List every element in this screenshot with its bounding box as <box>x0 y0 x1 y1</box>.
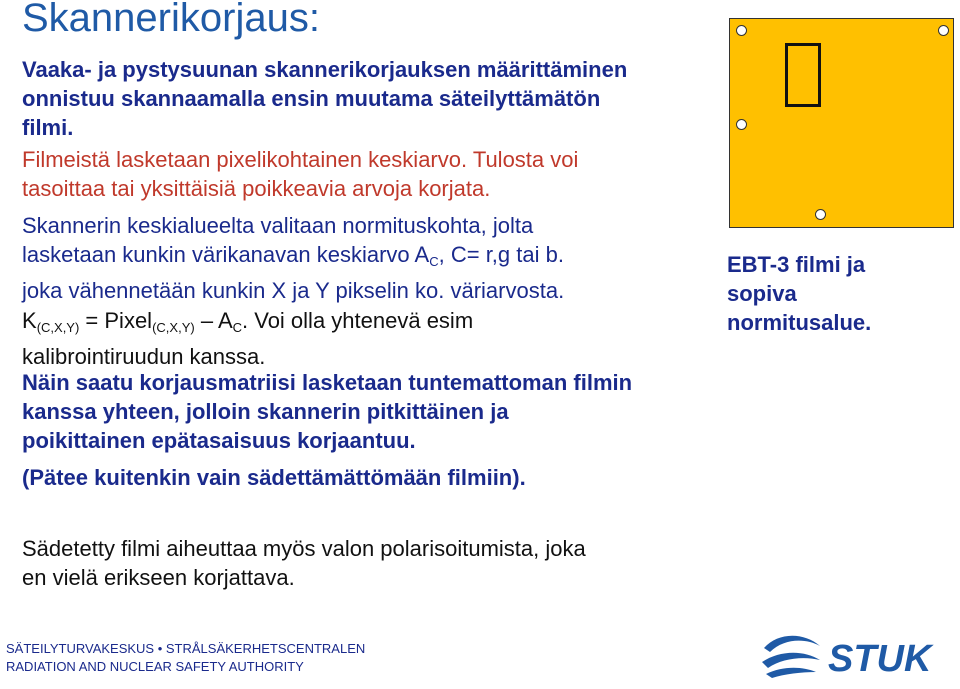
formula-k: K <box>22 308 37 333</box>
intro-line-2: onnistuu skannaamalla ensin muutama säteilyttämätön <box>22 86 601 111</box>
formula-block <box>22 306 473 371</box>
normalization-line-2 <box>22 240 564 276</box>
ebt3-film-illustration <box>729 18 954 228</box>
caption-line-1: EBT-3 filmi ja <box>727 252 866 277</box>
formula-a-sub: C <box>232 320 243 335</box>
logo-arc-bottom <box>766 668 816 678</box>
normalization-text-cont: , C= r,g tai b. <box>438 242 564 267</box>
formula-line-2: kalibrointiruudun kanssa. <box>22 344 266 369</box>
film-caption <box>727 250 871 337</box>
paragraph-note: (Pätee kuitenkin vain sädettämättömään filmiin). <box>22 465 526 490</box>
formula-line <box>22 306 473 342</box>
intro-line-1: Vaaka- ja pystysuunan skannerikorjauksen määrittäminen <box>22 57 628 82</box>
paragraph-polarization <box>22 534 586 592</box>
intro-line-3: filmi. <box>22 115 74 140</box>
polarization-line-1: Sädetetty filmi aiheuttaa myös valon polarisoitumista, joka <box>22 536 586 561</box>
paragraph-normalization <box>22 211 564 305</box>
stuk-logo-graphic <box>758 628 954 680</box>
film-hole-bottom <box>815 209 826 220</box>
normalization-text: lasketaan kunkin värikanavan keskiarvo A <box>22 242 430 267</box>
footer-org-name-en: RADIATION AND NUCLEAR SAFETY AUTHORITY <box>6 659 304 674</box>
stuk-logo <box>758 628 954 685</box>
film-hole-middle-left <box>736 119 747 130</box>
correction-line-1: Näin saatu korjausmatriisi lasketaan tuntemattoman filmin <box>22 370 633 395</box>
average-line-2: tasoittaa tai yksittäisiä poikkeavia arvoja korjata. <box>22 176 491 201</box>
paragraph-intro <box>22 55 627 142</box>
formula-pixel-sub: (C,X,Y) <box>152 320 195 335</box>
correction-line-3: poikittainen epätasaisuus korjaantuu. <box>22 428 416 453</box>
caption-line-3: normitusalue. <box>727 310 872 335</box>
average-line-1: Filmeistä lasketaan pixelikohtainen keskiarvo. Tulosta voi <box>22 147 579 172</box>
correction-line-2: kanssa yhteen, jolloin skannerin pitkittäinen ja <box>22 399 509 424</box>
formula-rest: . Voi olla yhtenevä esim <box>242 308 474 333</box>
formula-pixel: = Pixel <box>79 308 153 333</box>
formula-minus-a: – A <box>194 308 233 333</box>
polarization-line-2: en vielä erikseen korjattava. <box>22 565 295 590</box>
footer-org-name: SÄTEILYTURVAKESKUS • STRÅLSÄKERHETSCENTRALEN <box>6 641 366 656</box>
caption-line-2: sopiva <box>727 281 797 306</box>
subscript: C <box>429 254 439 269</box>
formula-k-sub: (C,X,Y) <box>36 320 80 335</box>
paragraph-average <box>22 145 578 203</box>
normalization-line-1: Skannerin keskialueelta valitaan normituskohta, jolta <box>22 213 534 238</box>
film-hole-top-left <box>736 25 747 36</box>
film-hole-top-right <box>938 25 949 36</box>
logo-arc-middle <box>762 653 820 668</box>
normalization-area-rectangle <box>785 43 821 107</box>
logo-arc-top <box>764 636 820 652</box>
page-title: Skannerikorjaus: <box>22 0 320 40</box>
paragraph-correction <box>22 368 632 455</box>
logo-text: STUK <box>828 638 932 680</box>
normalization-line-3: joka vähennetään kunkin X ja Y pikselin ko. väriarvosta. <box>22 278 565 303</box>
